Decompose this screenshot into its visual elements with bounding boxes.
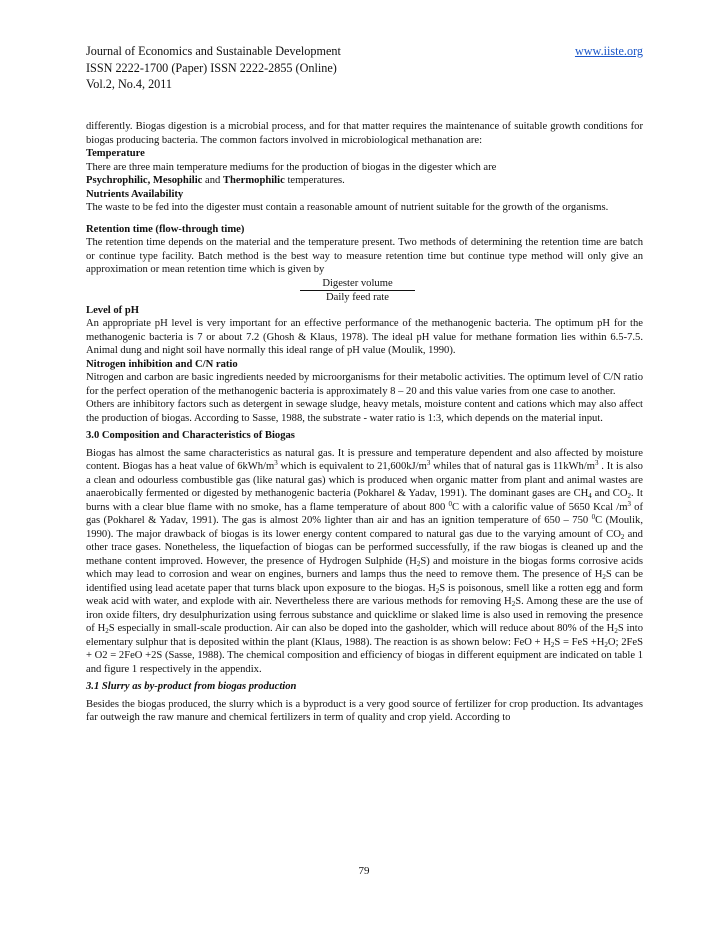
- article-body: [86, 120, 643, 725]
- and-text: and: [205, 175, 221, 186]
- formula-numerator: Digester volume: [300, 277, 415, 292]
- temperature-line: There are three main temperature mediums for the production of biogas in the digester which are: [86, 161, 497, 173]
- mesophilic-term: Mesophilic: [152, 175, 203, 186]
- thermophilic-term: Thermophilic: [222, 175, 285, 186]
- temperature-heading: Temperature: [86, 148, 145, 159]
- inhibitory-paragraph: Others are inhibitory factors such as detergent in sewage sludge, heavy metals, moisture content and cations which may also affect the production of biogas. According to Sasse, 1988, the substrate - water ratio is 1:3, which depends on the material input.: [86, 399, 643, 424]
- psychrophilic-term: Psychrophilic,: [86, 175, 151, 186]
- intro-paragraph: differently. Biogas digestion is a microbial process, and for that matter requires the maintenance of suitable growth conditions for biogas producing bacteria. The common factors involved in microbiological methanation are:: [86, 121, 643, 146]
- nitrogen-heading: Nitrogen inhibition and C/N ratio: [86, 358, 238, 370]
- issn-line: ISSN 2222-1700 (Paper) ISSN 2222-2855 (Online): [86, 60, 337, 75]
- nutrients-paragraph: The waste to be fed into the digester must contain a reasonable amount of nutrient suitable for the growth of the organisms.: [86, 202, 609, 213]
- temperatures-text: temperatures.: [287, 175, 345, 186]
- ph-paragraph: An appropriate pH level is very important for an effective performance of the methanogenic bacteria. The optimum pH for the methanogenic bacteria is 7 or about 7.2 (Ghosh & Klaus, 1978). The ideal pH value for methane formation lies within 6.5-7.5. Animal dung and night soil have normally this ideal range of pH value (Moulik, 1990).: [86, 318, 643, 356]
- nitrogen-paragraph: Nitrogen and carbon are basic ingredients needed by microorganisms for their metabolic activities. The optimum level of C/N ratio for the perfect operation of the methanogenic bacteria is approximately 8 – 20 and this value varies from one case to another.: [86, 372, 643, 397]
- section-3-1-heading: 3.1 Slurry as by-product from biogas production: [86, 681, 297, 692]
- page-number: 79: [358, 865, 370, 877]
- journal-url-link[interactable]: www.iiste.org: [574, 44, 643, 58]
- retention-paragraph: The retention time depends on the material and the temperature present. Two methods of determining the retention time are batch or continue type facility. Batch method is the best way to measure retention time but continue type method will only give an approximation or mean retention time which is given by: [86, 237, 643, 275]
- formula-denominator: Daily feed rate: [326, 291, 389, 303]
- nutrients-heading: Nutrients Availability: [86, 188, 184, 200]
- section-3-1-paragraph: Besides the biogas produced, the slurry which is a byproduct is a very good source of fertilizer for crop production. Its advantages far outweigh the raw manure and chemical fertilizers in term of quality and crop yield. According to: [86, 698, 643, 723]
- retention-formula: [86, 277, 643, 304]
- volume-line: Vol.2, No.4, 2011: [86, 77, 172, 91]
- page-header: [86, 43, 643, 93]
- temperature-types: [86, 174, 643, 188]
- section-3-heading: 3.0 Composition and Characteristics of Biogas: [86, 430, 295, 441]
- section-3-paragraph: Biogas has almost the same characteristics as natural gas. It is pressure and temperature dependent and also affected by moisture content. Biogas has a heat value of $6kWh/m^3$ which is equivalent to $21,600kJ/m^3$ whiles that of natural gas is $11kWh/m^3$ . It is also a clean and odourless combustible gas (like natural gas) which is produced when organic matter from plant and animal wastes are anaerobically fermented or digested by methanogenic bacteria (Pokharel & Yadav, 1991). The dominant gases are $CH_4$ and $CO_2$. It burns with a clear blue flame with no smoke, has a flame temperature of about 800 $^0$C with a calorific value of 5650 Kcal $/m^3$ of gas (Pokharel & Yadav, 1991). The gas is almost 20% lighter than air and has an ignition temperature of 650 – 750 $^0$C (Moulik, 1990). The major drawback of biogas is its lower energy content compared to natural gas due to the varying amount of $CO_2$ and other trace gases. Nonetheless, the liquefaction of biogas can be performed successfully, if the raw biogas is cleaned up and the methane content improved. However, the presence of Hydrogen Sulphide $(H_2S)$ and moisture in the biogas forms corrosive acids which may lead to corrosion and wear on engines, burners and lamps thus the need to remove them. The presence of $H_2S$ can be identified using lead acetate paper that turns black upon exposure to the biogas. $H_2S$ is poisonous, smell like a rotten egg and form weak acid with water, and explode with air. Nevertheless there are various methods for removing $H_2S$. Among these are the use of iron oxide filters, dry desulphurization using ferrous substance and quicklime or slaked lime is also used in removing the presence of $H_2S$ especially in small-scale production. Air can also be doped into the gasholder, which will reduce about 80% of the $H_2S$ into elementary sulphur that is deposited within the plant (Klaus, 1988). The reaction is as shown below: FeO + $H_2S$ = FeS $+H_2O$; 2FeS + O2 = 2FeO +2S (Sasse, 1988). The chemical composition and efficiency of biogas in different equipment are indicated on table 1 and figure 1 respectively in the appendix.: [86, 447, 644, 675]
- retention-heading: Retention time (flow-through time): [86, 223, 245, 235]
- ph-heading: Level of pH: [86, 304, 139, 316]
- journal-title: Journal of Economics and Sustainable Development: [86, 44, 341, 58]
